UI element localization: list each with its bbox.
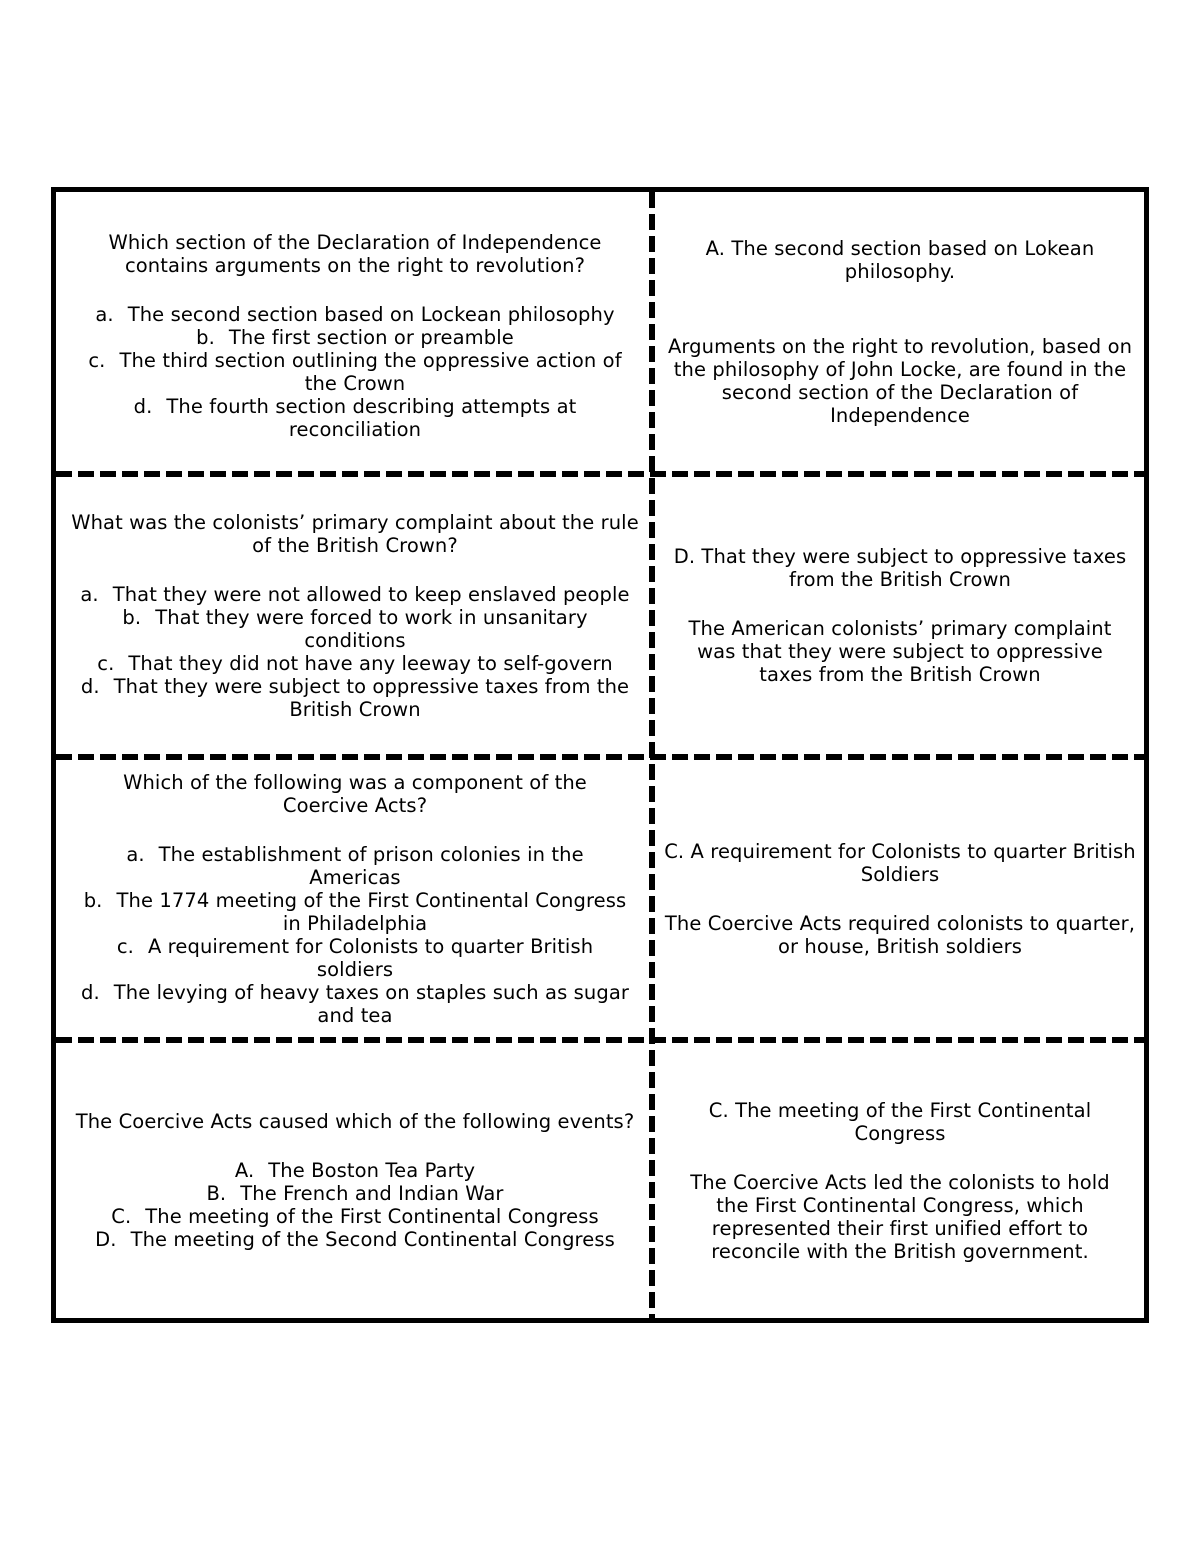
option-text: The third section outlining the oppressive action of the Crown — [119, 348, 622, 395]
answer-text: C. A requirement for Colonists to quarter British Soldiers — [664, 839, 1136, 886]
option-text: The French and Indian War — [240, 1182, 504, 1205]
option-marker: a. — [95, 302, 114, 326]
explanation-text: Arguments on the right to revolution, based on the philosophy of John Locke, are found in the second section of the Declaration of Independence — [667, 334, 1133, 427]
option-text: The 1774 meeting of the First Continental Congress in Philadelphia — [116, 888, 627, 935]
option-item — [95, 1205, 615, 1228]
option-text: The meeting of the Second Continental Congress — [130, 1228, 615, 1251]
option-item — [78, 981, 632, 1027]
question-card — [64, 477, 646, 754]
option-text: The second section based on Lockean philosophy — [127, 302, 615, 326]
question-card — [64, 760, 646, 1037]
option-marker: b. — [196, 325, 215, 349]
option-item — [95, 1159, 615, 1182]
option-item — [70, 652, 640, 675]
option-marker: a. — [80, 582, 99, 606]
option-list — [78, 843, 632, 1027]
answer-card — [658, 760, 1142, 1037]
answer-text: D. That they were subject to oppressive taxes from the British Crown — [673, 545, 1127, 591]
option-marker: d. — [80, 980, 100, 1004]
option-text: The first section or preamble — [228, 325, 514, 349]
answer-card — [658, 477, 1142, 754]
option-marker: c. — [116, 934, 134, 958]
option-marker: a. — [126, 842, 145, 866]
flashcard-sheet — [51, 187, 1149, 1323]
option-item — [70, 395, 640, 441]
option-text: The Boston Tea Party — [268, 1159, 476, 1182]
option-list — [70, 583, 640, 721]
answer-text: C. The meeting of the First Continental Congress — [708, 1098, 1092, 1145]
question-card — [64, 1043, 646, 1318]
option-marker: D. — [95, 1228, 117, 1251]
question-text: The Coercive Acts caused which of the following events? — [75, 1110, 635, 1133]
option-list — [70, 303, 640, 441]
option-marker: A. — [234, 1159, 255, 1182]
option-marker: d. — [133, 394, 153, 418]
option-item — [95, 1182, 615, 1205]
option-text: That they did not have any leeway to self-govern — [128, 651, 613, 675]
option-item — [95, 1228, 615, 1251]
answer-card — [658, 192, 1142, 471]
option-item — [78, 843, 632, 889]
option-marker: c. — [97, 651, 115, 675]
question-text: Which section of the Declaration of Independence contains arguments on the right to revolution? — [108, 230, 602, 277]
option-text: That they were subject to oppressive taxes from the British Crown — [113, 674, 630, 721]
question-text: Which of the following was a component of the Coercive Acts? — [123, 770, 587, 817]
question-card — [64, 192, 646, 471]
answer-card — [658, 1043, 1142, 1318]
explanation-text: The Coercive Acts led the colonists to hold the First Continental Congress, which represented their first unified effort to reconcile with the British government. — [690, 1170, 1110, 1263]
option-marker: B. — [206, 1182, 227, 1205]
option-item — [70, 606, 640, 652]
option-list — [95, 1159, 615, 1251]
option-item — [78, 935, 632, 981]
explanation-text: The American colonists’ primary complaint was that they were subject to oppressive taxes from the British Crown — [688, 617, 1112, 686]
option-text: The levying of heavy taxes on staples such as sugar and tea — [113, 980, 630, 1027]
option-marker: b. — [122, 605, 142, 629]
option-marker: c. — [88, 348, 106, 372]
option-item — [70, 303, 640, 326]
answer-text: A. The second section based on Lokean philosophy. — [705, 236, 1095, 283]
option-item — [70, 349, 640, 395]
option-item — [70, 675, 640, 721]
option-text: A requirement for Colonists to quarter British soldiers — [147, 934, 594, 981]
option-marker: b. — [83, 888, 103, 912]
option-marker: d. — [80, 674, 100, 698]
explanation-text: The Coercive Acts required colonists to quarter, or house, British soldiers — [664, 911, 1136, 958]
option-item — [70, 583, 640, 606]
question-text: What was the colonists’ primary complaint about the rule of the British Crown? — [71, 510, 639, 557]
option-marker: C. — [111, 1205, 132, 1228]
option-item — [78, 889, 632, 935]
option-text: That they were forced to work in unsanitary conditions — [155, 605, 588, 652]
option-text: The fourth section describing attempts at reconciliation — [166, 394, 577, 441]
option-item — [70, 326, 640, 349]
option-text: The meeting of the First Continental Congress — [145, 1205, 599, 1228]
option-text: That they were not allowed to keep enslaved people — [112, 582, 630, 606]
option-text: The establishment of prison colonies in the Americas — [158, 842, 584, 889]
